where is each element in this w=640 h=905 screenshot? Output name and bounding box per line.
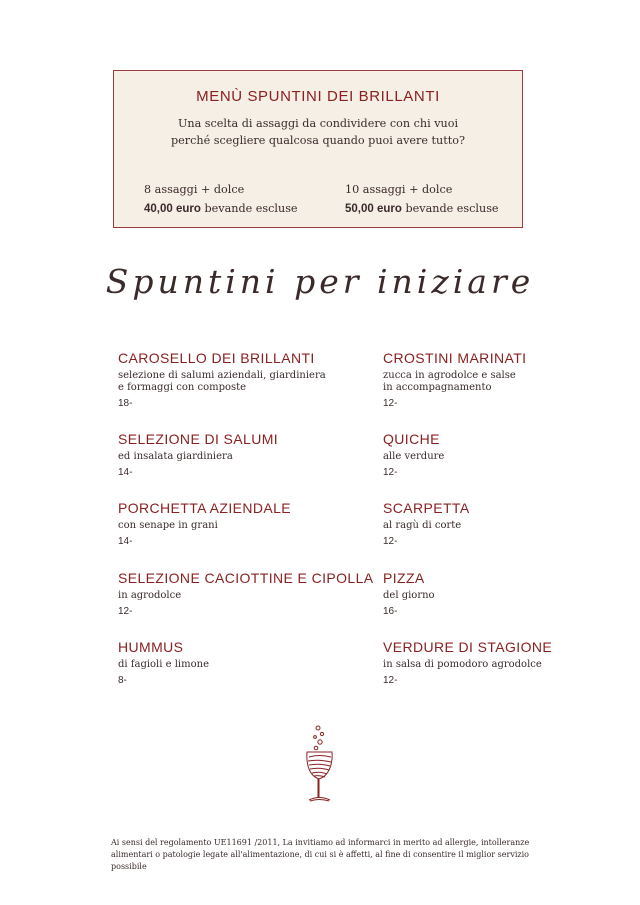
- menu-item-price: 12-: [118, 606, 133, 617]
- disclaimer-line: alimentari o patologie legate all'alimentazione, di cui si è affetti, al fine di consentire il miglior servizio possibile: [111, 850, 529, 871]
- menu-item-description: [118, 659, 209, 671]
- menu-item-price: 12-: [383, 398, 398, 409]
- menu-item-desc-line: alle verdure: [383, 451, 445, 462]
- menu-item-name: QUICHE: [383, 431, 440, 447]
- wine-glass-icon: [303, 724, 337, 810]
- menu-item-name: SELEZIONE CACIOTTINE E CIPOLLA: [118, 570, 374, 586]
- menu-item-description: [383, 370, 526, 394]
- menu-item: [383, 349, 526, 409]
- menu-item: [118, 638, 209, 686]
- menu-item-name: VERDURE DI STAGIONE: [383, 639, 553, 655]
- menu-header-box: [113, 70, 523, 228]
- menu-item: [118, 569, 374, 617]
- menu-item-price: 16-: [383, 606, 398, 617]
- menu-item-name: CAROSELLO DEI BRILLANTI: [118, 350, 315, 366]
- menu-item-name: SCARPETTA: [383, 500, 470, 516]
- menu-item-price: 14-: [118, 467, 133, 478]
- menu-title: MENÙ SPUNTINI DEI BRILLANTI: [196, 88, 440, 105]
- menu-item-price: 12-: [383, 675, 398, 686]
- menu-item-description: [118, 451, 278, 463]
- menu-item-price: 18-: [118, 398, 133, 409]
- menu-subtitle-line: Una scelta di assaggi da condividere con chi vuoi: [177, 117, 459, 130]
- offer-price: 40,00 euro: [144, 203, 201, 215]
- menu-item-description: [118, 520, 291, 532]
- menu-item-desc-line: di fagioli e limone: [118, 659, 209, 670]
- section-title: Spuntini per iniziare: [105, 262, 535, 301]
- menu-item-desc-line: e formaggi con composte: [118, 382, 247, 393]
- menu-item: [118, 349, 326, 409]
- menu-item-name: PORCHETTA AZIENDALE: [118, 500, 292, 516]
- menu-item: [118, 430, 278, 478]
- menu-item-description: [118, 590, 374, 602]
- menu-item-description: [383, 520, 470, 532]
- menu-item-description: [383, 659, 552, 671]
- menu-item-desc-line: in salsa di pomodoro agrodolce: [383, 659, 542, 670]
- menu-subtitle-line: perché scegliere qualcosa quando puoi avere tutto?: [171, 134, 465, 147]
- menu-item-desc-line: al ragù di corte: [383, 520, 462, 531]
- menu-item-price: 8-: [118, 675, 127, 686]
- menu-item: [118, 499, 291, 547]
- menu-item-name: SELEZIONE DI SALUMI: [118, 431, 279, 447]
- allergy-disclaimer: [111, 837, 551, 873]
- menu-item: [383, 499, 470, 547]
- menu-item: [383, 430, 444, 478]
- menu-item-desc-line: in accompagnamento: [383, 382, 492, 393]
- disclaimer-line: Ai sensi del regolamento UE11691 /2011, La invitiamo ad informarci in merito ad allergie, intolleranze: [111, 838, 530, 847]
- menu-item-price: 12-: [383, 467, 398, 478]
- menu-item-desc-line: zucca in agrodolce e salse: [383, 370, 516, 381]
- menu-item-description: [383, 451, 444, 463]
- menu-item-price: 12-: [383, 536, 398, 547]
- menu-item: [383, 638, 552, 686]
- menu-item-desc-line: con senape in grani: [118, 520, 218, 531]
- offer-note: bevande escluse: [204, 202, 298, 215]
- offer-10-tastings: [345, 180, 499, 219]
- menu-item-name: PIZZA: [383, 570, 425, 586]
- menu-item-desc-line: ed insalata giardiniera: [118, 451, 233, 462]
- menu-item-name: CROSTINI MARINATI: [383, 350, 527, 366]
- offer-price-line: [144, 199, 298, 219]
- menu-item-description: [383, 590, 435, 602]
- menu-item-price: 14-: [118, 536, 133, 547]
- offer-label: 8 assaggi + dolce: [144, 183, 245, 196]
- menu-item-description: [118, 370, 326, 394]
- menu-subtitle: [114, 115, 522, 149]
- offer-price-line: [345, 199, 499, 219]
- menu-item-name: HUMMUS: [118, 639, 184, 655]
- offer-label: 10 assaggi + dolce: [345, 183, 453, 196]
- menu-item: [383, 569, 435, 617]
- menu-item-desc-line: selezione di salumi aziendali, giardiniera: [118, 370, 326, 381]
- menu-item-desc-line: del giorno: [383, 590, 435, 601]
- offer-price: 50,00 euro: [345, 203, 402, 215]
- offer-note: bevande escluse: [405, 202, 499, 215]
- offer-8-tastings: [144, 180, 298, 219]
- menu-item-desc-line: in agrodolce: [118, 590, 182, 601]
